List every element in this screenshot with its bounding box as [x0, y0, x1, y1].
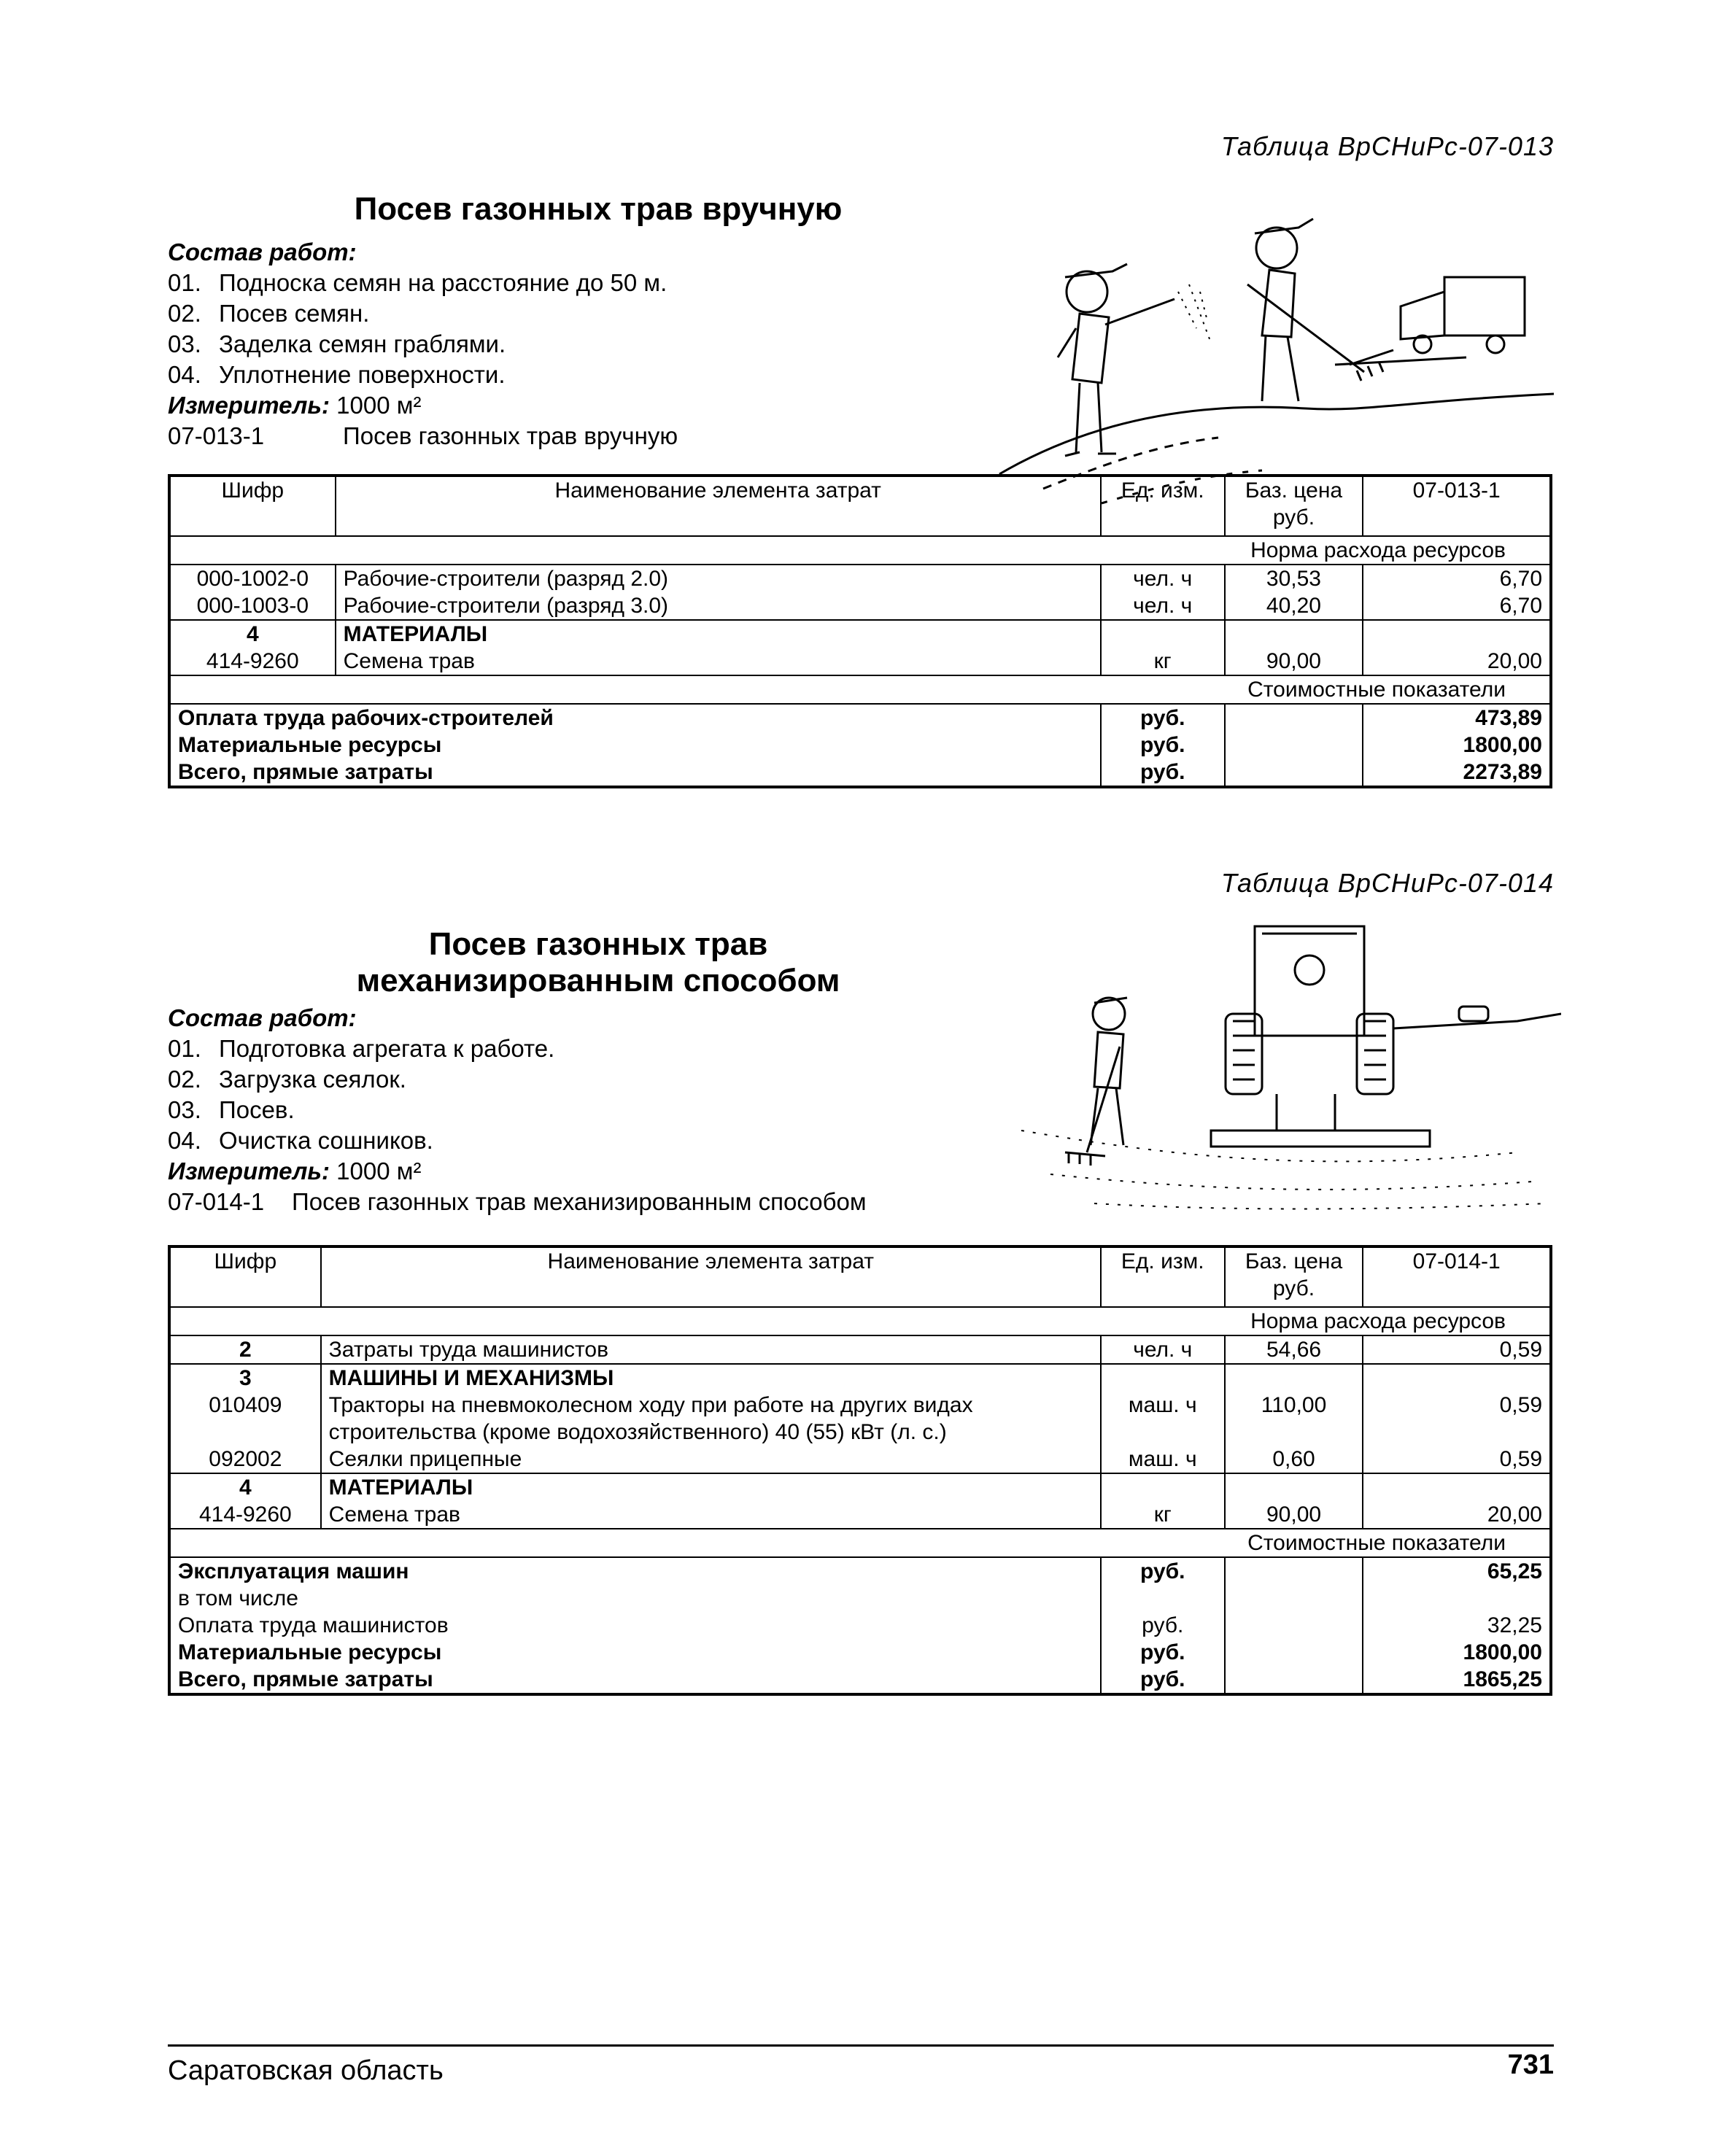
work-step: 03. Заделка семян граблями.: [168, 330, 506, 357]
section-title: Посев газонных трав механизированным способом: [356, 926, 840, 998]
summary-row: Оплата труда рабочих-строителей руб. 473,89: [169, 704, 1551, 732]
header-unit: Ед. изм.: [1101, 476, 1225, 536]
header-unit: Ед. изм.: [1101, 1246, 1225, 1307]
footer-region: Саратовская область: [168, 2055, 444, 2086]
work-step: 02. Загрузка сеялок.: [168, 1066, 406, 1093]
work-composition: [168, 1003, 867, 1217]
work-step: 02. Посев семян.: [168, 300, 370, 327]
code-line: 07-014-1 Посев газонных трав механизированным способом: [168, 1188, 867, 1215]
work-step: 04. Уплотнение поверхности.: [168, 361, 506, 388]
summary-row: Материальные ресурсы руб. 1800,00: [169, 732, 1551, 759]
table-label: Таблица ВрСНиРс-07-014: [1220, 868, 1554, 898]
work-step: 03. Посев.: [168, 1096, 295, 1123]
work-heading: Состав работ:: [168, 1004, 357, 1031]
tractor-sowing-illustration: [1007, 912, 1561, 1218]
summary-row: в том числе: [169, 1585, 1551, 1612]
header-column: 07-013-1: [1363, 476, 1551, 536]
summary-row: Материальные ресурсы руб. 1800,00: [169, 1639, 1551, 1666]
table-row: 2 Затраты труда машинистов чел. ч 54,66 0,59: [169, 1335, 1551, 1364]
table-header-row: [169, 1246, 1551, 1307]
section-title: Посев газонных трав вручную: [354, 191, 843, 227]
work-composition: [168, 237, 678, 451]
table-row: 4 МАТЕРИАЛЫ: [169, 1473, 1551, 1501]
cost-indicators-row: Стоимостные показатели: [169, 675, 1551, 704]
header-price: Баз. цена руб.: [1225, 1246, 1363, 1307]
header-code: Шифр: [169, 1246, 321, 1307]
summary-row: Всего, прямые затраты руб. 1865,25: [169, 1666, 1551, 1694]
work-step: 04. Очистка сошников.: [168, 1127, 433, 1154]
header-column: 07-014-1: [1363, 1246, 1551, 1307]
page-number: 731: [1507, 2050, 1554, 2080]
norm-row: Норма расхода ресурсов: [169, 1307, 1551, 1335]
meter-line: Измеритель: 1000 м²: [168, 1158, 422, 1184]
cost-table: [168, 474, 1552, 788]
meter-line: Измеритель: 1000 м²: [168, 392, 422, 419]
table-row: 3 МАШИНЫ И МЕХАНИЗМЫ: [169, 1364, 1551, 1392]
header-name: Наименование элемента затрат: [321, 1246, 1101, 1307]
table-row: 414-9260 Семена трав кг 90,00 20,00: [169, 1501, 1551, 1529]
table-row: 414-9260 Семена трав кг 90,00 20,00: [169, 648, 1551, 675]
header-name: Наименование элемента затрат: [336, 476, 1101, 536]
table-label: Таблица ВрСНиРс-07-013: [1220, 131, 1554, 161]
table-row: 010409 Тракторы на пневмоколесном ходу при работе на других видах строительства (кроме водохозяйственного) 40 (55) кВт (л. с.) маш. ч 110,00 0,59: [169, 1392, 1551, 1446]
cost-table: [168, 1245, 1552, 1696]
code-line: 07-013-1 Посев газонных трав вручную: [168, 422, 678, 449]
summary-row: Оплата труда машинистов руб. 32,25: [169, 1612, 1551, 1639]
header-price: Баз. цена руб.: [1225, 476, 1363, 536]
table-row: 000-1002-0 Рабочие-строители (разряд 2.0) чел. ч 30,53 6,70: [169, 565, 1551, 592]
norm-row: Норма расхода ресурсов: [169, 536, 1551, 565]
table-row: 092002 Сеялки прицепные маш. ч 0,60 0,59: [169, 1446, 1551, 1473]
summary-row: Всего, прямые затраты руб. 2273,89: [169, 759, 1551, 787]
cost-indicators-row: Стоимостные показатели: [169, 1529, 1551, 1557]
header-code: Шифр: [169, 476, 336, 536]
footer-divider: [168, 2044, 1554, 2047]
work-step: 01. Подготовка агрегата к работе.: [168, 1035, 555, 1062]
work-step: 01. Подноска семян на расстояние до 50 м.: [168, 269, 667, 296]
summary-row: Эксплуатация машин руб. 65,25: [169, 1557, 1551, 1585]
work-heading: Состав работ:: [168, 239, 357, 265]
table-row: 000-1003-0 Рабочие-строители (разряд 3.0) чел. ч 40,20 6,70: [169, 592, 1551, 620]
table-row: 4 МАТЕРИАЛЫ: [169, 620, 1551, 648]
table-header-row: [169, 476, 1551, 536]
